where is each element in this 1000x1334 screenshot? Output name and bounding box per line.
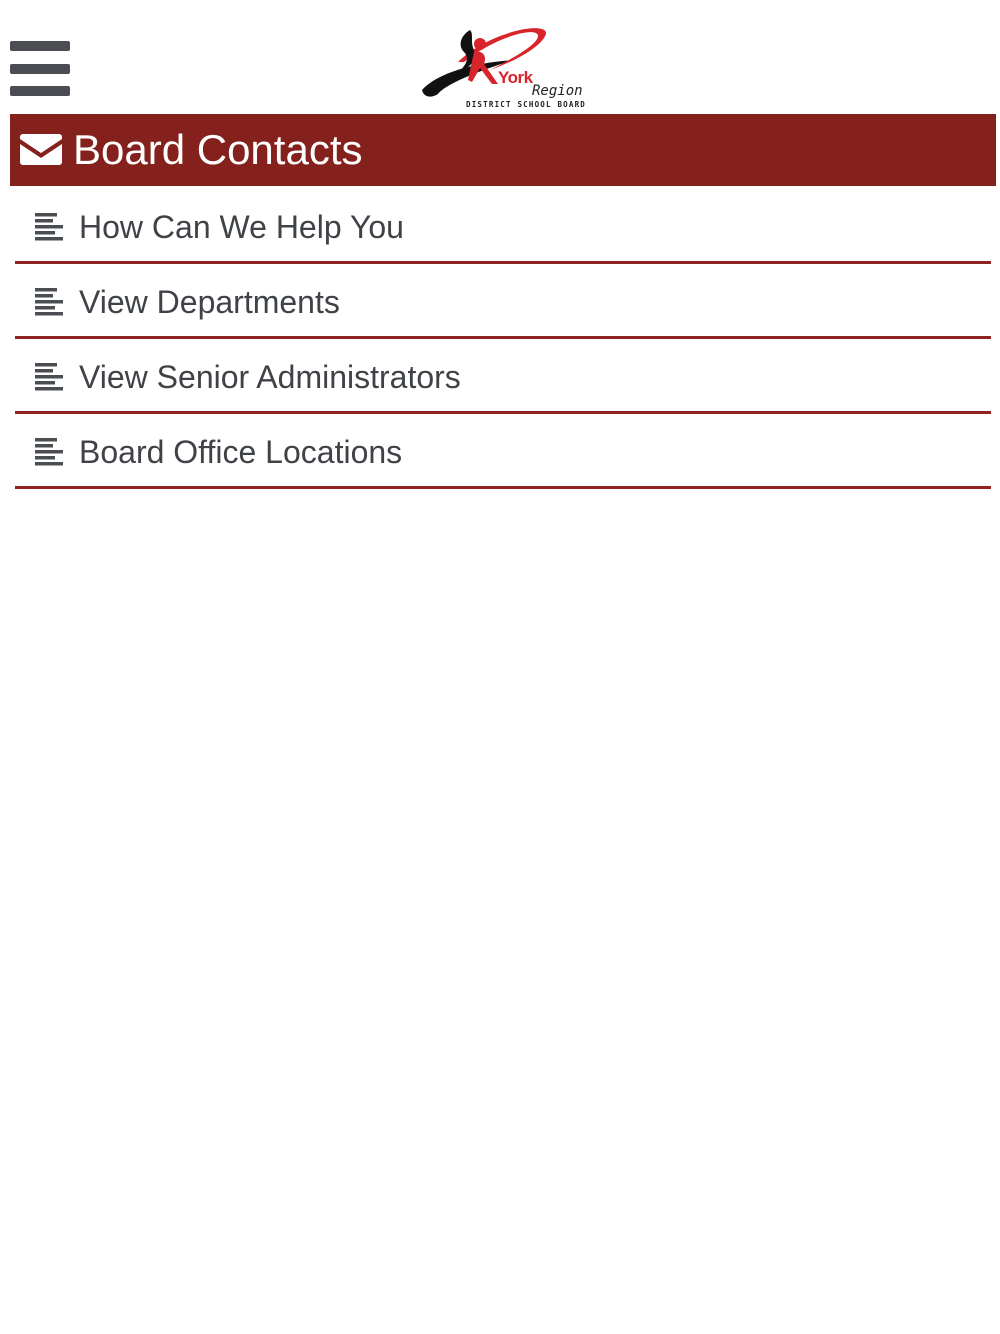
hamburger-line (10, 41, 70, 51)
board-logo (418, 22, 590, 112)
contacts-menu-list (15, 189, 991, 489)
list-lines-icon (35, 363, 65, 391)
menu-item-view-departments[interactable] (15, 264, 991, 339)
menu-item-label: View Departments (79, 284, 340, 320)
top-bar (0, 0, 1000, 114)
section-header (10, 114, 996, 186)
hamburger-menu-icon[interactable] (10, 41, 70, 97)
list-lines-icon (35, 438, 65, 466)
list-lines-icon (35, 213, 65, 241)
logo-text-region: Region (532, 83, 583, 99)
logo-text-board: DISTRICT SCHOOL BOARD (466, 100, 587, 109)
envelope-icon (20, 134, 62, 165)
menu-item-label: Board Office Locations (79, 434, 403, 470)
menu-item-label: View Senior Administrators (79, 359, 461, 395)
hamburger-line (10, 86, 70, 96)
list-lines-icon (35, 288, 65, 316)
logo-text-york: York (498, 68, 533, 87)
page-title: Board Contacts (73, 126, 363, 173)
menu-item-board-office-locations[interactable] (15, 414, 991, 489)
menu-item-label: How Can We Help You (79, 209, 404, 245)
menu-item-how-can-we-help[interactable] (15, 189, 991, 264)
hamburger-line (10, 64, 70, 74)
menu-item-view-senior-administrators[interactable] (15, 339, 991, 414)
